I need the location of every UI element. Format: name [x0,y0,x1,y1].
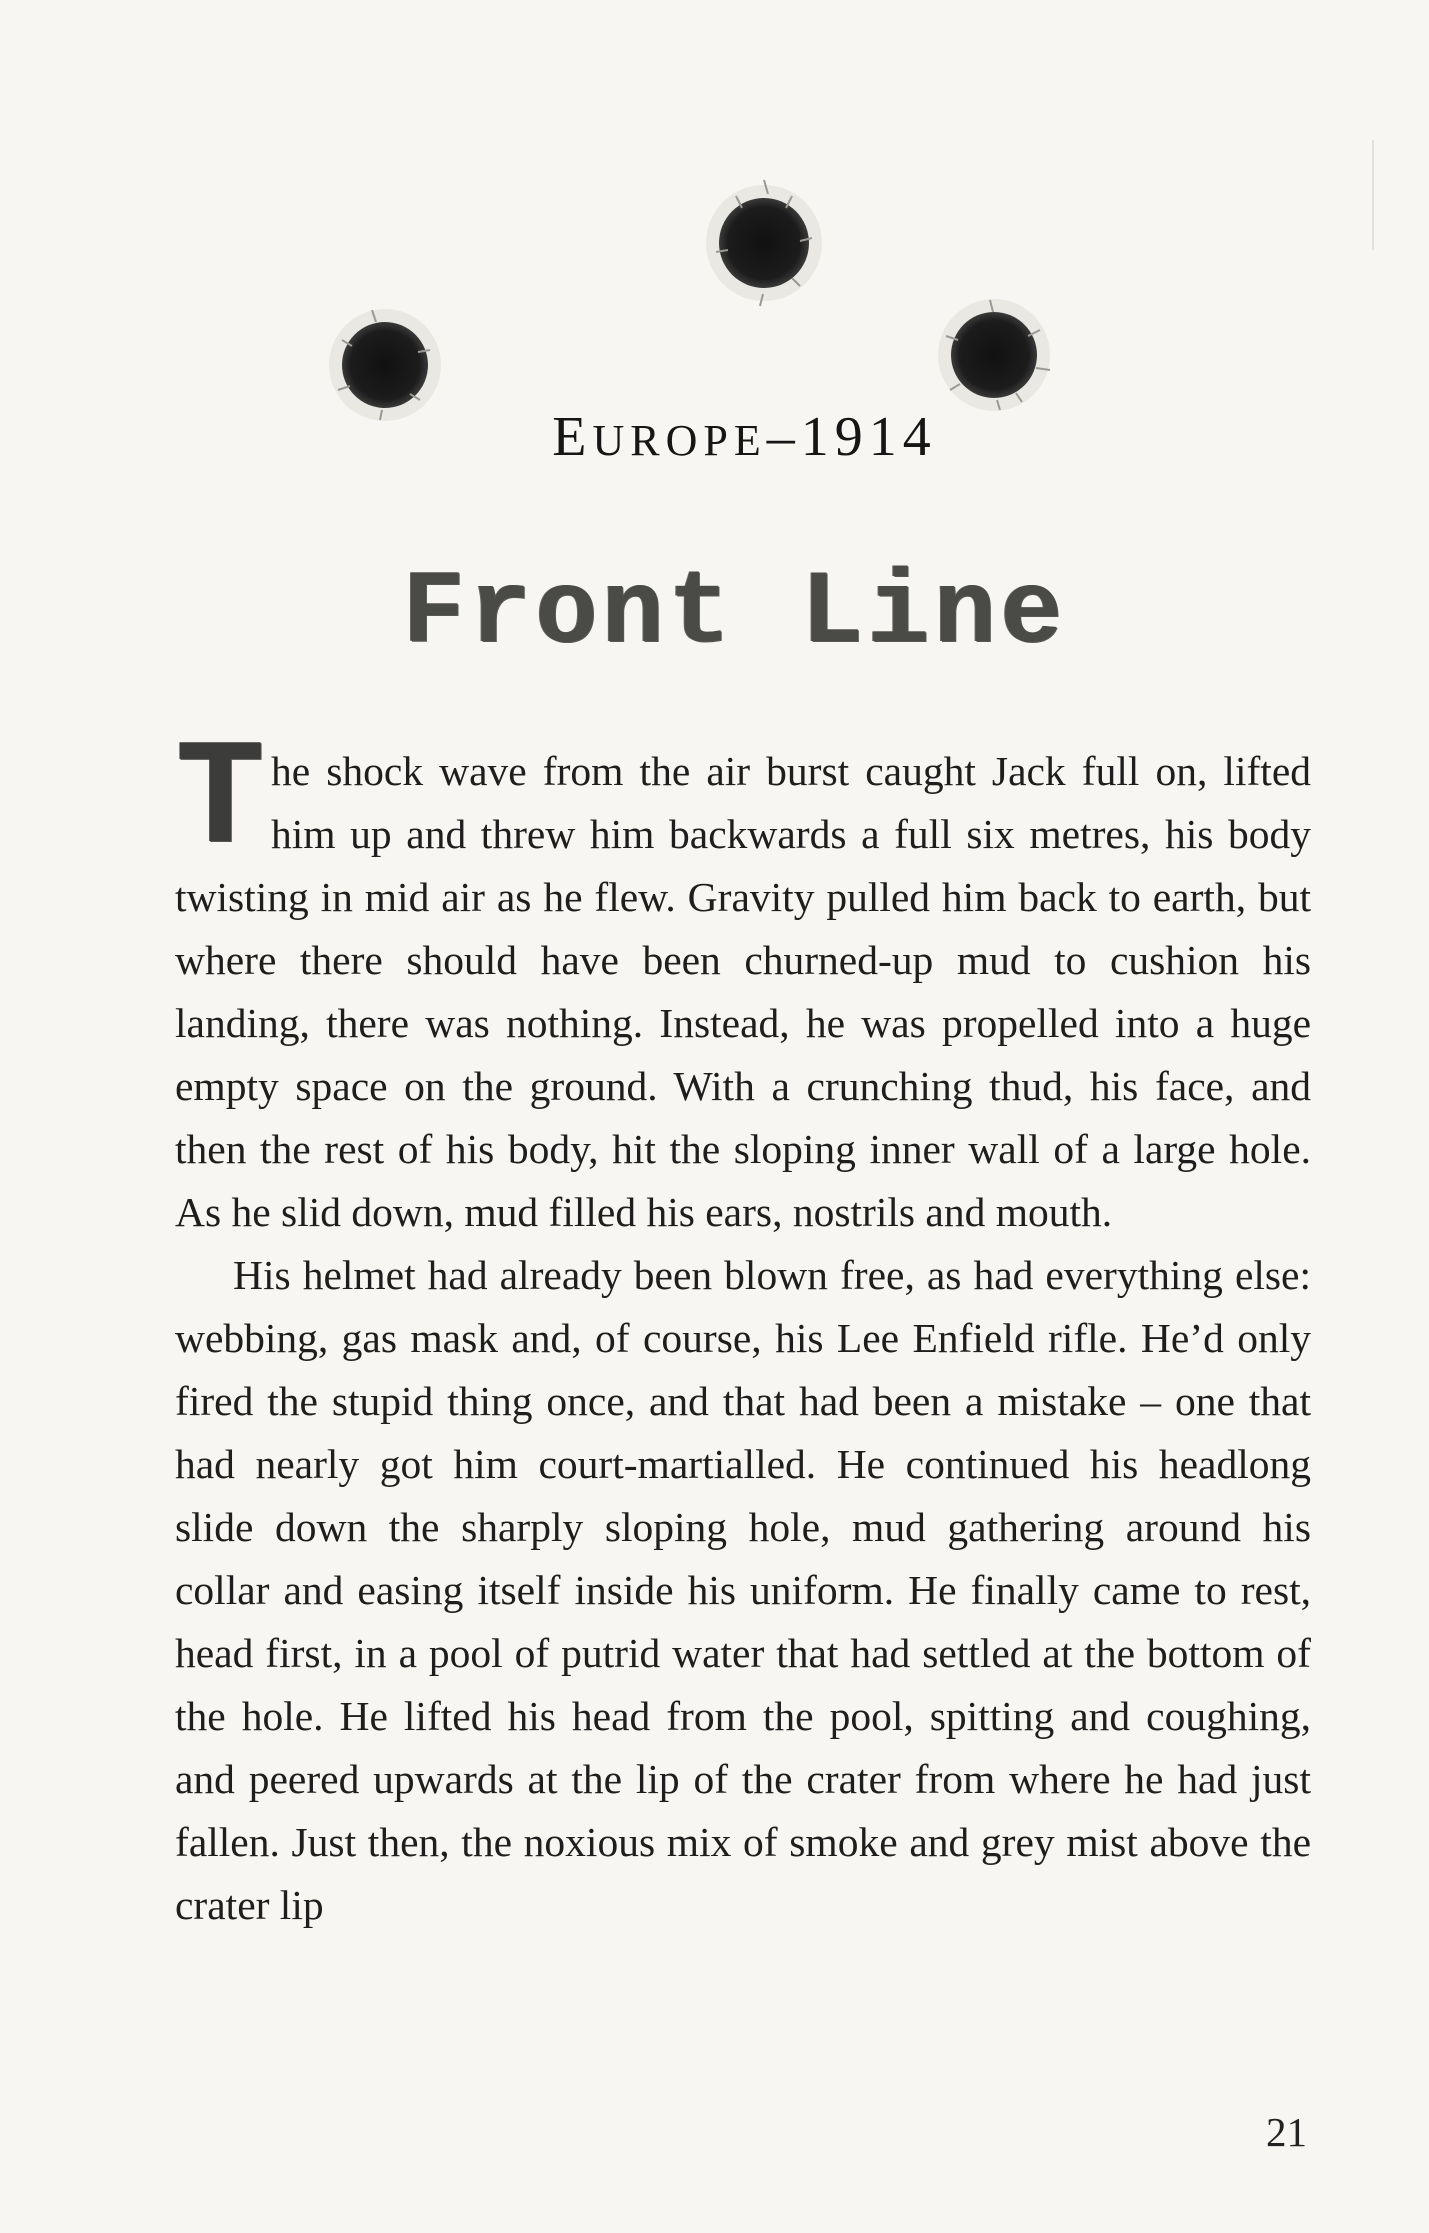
paragraph-1 [175,717,1311,1244]
kicker-initial: E [552,406,593,468]
body-text [175,717,1311,1937]
bullet-hole-top [706,180,822,306]
kicker-rest: UROPE [592,416,767,465]
bullet-hole-right [938,299,1050,411]
kicker-dash: – [766,406,801,468]
scan-edge-line [1372,140,1374,250]
drop-cap: T [175,717,266,887]
kicker-year: 1914 [800,406,937,468]
chapter-kicker-block [0,405,1429,469]
paragraph-1-text: he shock wave from the air burst caught Jack full on, lifted him up and threw him backwards a full six metres, his body twisting in mid air as he flew. Gravity pulled him back to earth, but where there should have been churned-up mud to cushion his landing, there was nothing. Instead, he was propelled into a huge empty space on the ground. With a crunching thud, his face, and then the rest of his body, hit the sloping inner wall of a large hole. As he slid down, mud filled his ears, nostrils and mouth. [175,748,1311,1235]
page-number: 21 [1266,2109,1307,2155]
chapter-title: Front Line [402,555,1067,673]
chapter-kicker [552,406,936,468]
paragraph-2: His helmet had already been blown free, as had everything else: webbing, gas mask and, of course, his Lee Enfield rifle. He’d only fired the stupid thing once, and that had been a mistake – one that had nearly got him court-martialled. He continued his headlong slide down the sharply sloping hole, mud gathering around his collar and easing itself inside his uniform. He finally came to rest, head first, in a pool of putrid water that had settled at the bottom of the hole. He lifted his head from the pool, spitting and coughing, and peered upwards at the lip of the crater from where he had just fallen. Just then, the noxious mix of smoke and grey mist above the crater lip [175,1252,1311,1928]
